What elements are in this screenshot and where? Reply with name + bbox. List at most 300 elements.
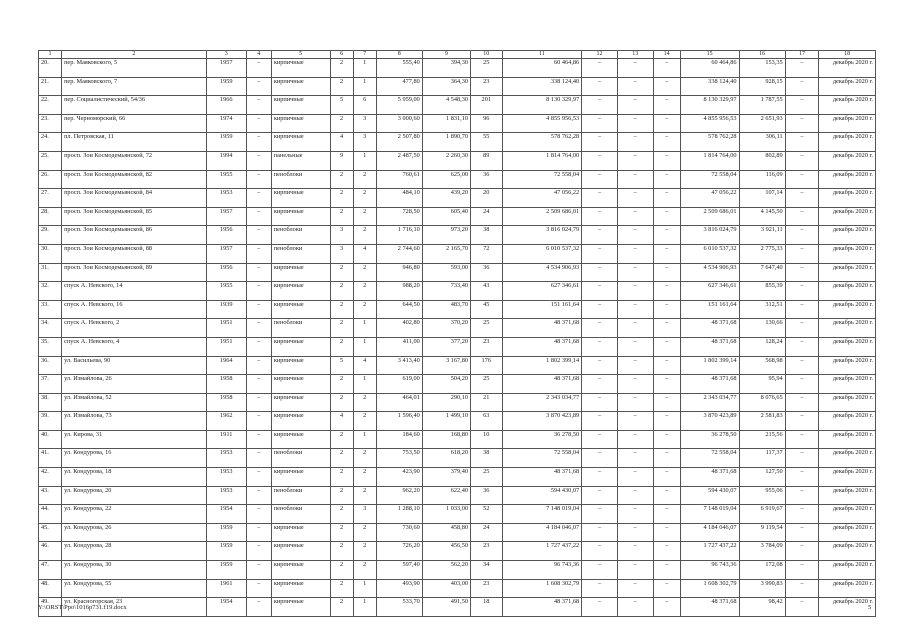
register-table-body xyxy=(39,51,876,617)
col7-cell: 1 xyxy=(353,375,376,394)
col17-cell: – xyxy=(785,133,819,152)
col13-cell: – xyxy=(617,523,653,542)
col6-cell: 2 xyxy=(330,375,353,394)
col15-cell: 72 558,04 xyxy=(680,170,739,189)
col17-cell: – xyxy=(785,523,819,542)
material-cell: кирпичные xyxy=(271,393,330,412)
date-cell: декабрь 2020 г. xyxy=(819,96,876,115)
col10-cell: 89 xyxy=(471,151,502,170)
date-cell: декабрь 2020 г. xyxy=(819,579,876,598)
col15-cell: 96 743,36 xyxy=(680,561,739,580)
col6-cell: 3 xyxy=(330,244,353,263)
date-cell: декабрь 2020 г. xyxy=(819,393,876,412)
col12-cell: – xyxy=(582,151,618,170)
col17-cell: – xyxy=(785,598,819,617)
table-row xyxy=(39,226,876,245)
col4-cell: – xyxy=(246,579,271,598)
col9-cell: 2 165,70 xyxy=(422,244,470,263)
col13-cell: – xyxy=(617,226,653,245)
address-cell: просп. Зои Космодемьянской, 86 xyxy=(62,226,207,245)
row-number-cell: 27. xyxy=(39,189,62,208)
col7-cell: 2 xyxy=(353,189,376,208)
col11-cell: 96 743,36 xyxy=(502,561,582,580)
col9-cell: 1 033,00 xyxy=(422,505,470,524)
col12-cell: – xyxy=(582,319,618,338)
col9-cell: 394,30 xyxy=(422,59,470,78)
col16-cell: 117,37 xyxy=(739,449,785,468)
col16-cell: 2 775,33 xyxy=(739,244,785,263)
col7-cell: 2 xyxy=(353,523,376,542)
material-cell: кирпичные xyxy=(271,523,330,542)
col11-cell: 627 346,61 xyxy=(502,282,582,301)
col6-cell: 2 xyxy=(330,579,353,598)
col10-cell: 43 xyxy=(471,282,502,301)
table-row xyxy=(39,337,876,356)
date-cell: декабрь 2020 г. xyxy=(819,151,876,170)
col4-cell: – xyxy=(246,244,271,263)
row-number-cell: 40. xyxy=(39,430,62,449)
col9-cell: 456,50 xyxy=(422,542,470,561)
col14-cell: – xyxy=(653,561,680,580)
table-row xyxy=(39,561,876,580)
col13-cell: – xyxy=(617,375,653,394)
col8-cell: 533,70 xyxy=(376,598,422,617)
col6-cell: 2 xyxy=(330,505,353,524)
material-cell: кирпичные xyxy=(271,412,330,431)
col14-cell: – xyxy=(653,170,680,189)
col4-cell: – xyxy=(246,189,271,208)
col8-cell: 962,20 xyxy=(376,486,422,505)
date-cell: декабрь 2020 г. xyxy=(819,282,876,301)
col16-cell: 928,15 xyxy=(739,77,785,96)
col12-cell: – xyxy=(582,393,618,412)
col16-cell: 3 784,09 xyxy=(739,542,785,561)
col14-cell: – xyxy=(653,114,680,133)
column-number-cell: 7 xyxy=(353,51,376,59)
col15-cell: 1 802 399,14 xyxy=(680,356,739,375)
table-row xyxy=(39,319,876,338)
date-cell: декабрь 2020 г. xyxy=(819,449,876,468)
col14-cell: – xyxy=(653,337,680,356)
col10-cell: 34 xyxy=(471,561,502,580)
col4-cell: – xyxy=(246,282,271,301)
address-cell: пер. Черноморский, 66 xyxy=(62,114,207,133)
col11-cell: 7 148 019,04 xyxy=(502,505,582,524)
col14-cell: – xyxy=(653,468,680,487)
col7-cell: 2 xyxy=(353,412,376,431)
col14-cell: – xyxy=(653,226,680,245)
year-cell: 1956 xyxy=(206,226,246,245)
date-cell: декабрь 2020 г. xyxy=(819,523,876,542)
col6-cell: 5 xyxy=(330,96,353,115)
col11-cell: 4 184 046,07 xyxy=(502,523,582,542)
col11-cell: 2 343 034,77 xyxy=(502,393,582,412)
col15-cell: 3 870 423,89 xyxy=(680,412,739,431)
col6-cell: 2 xyxy=(330,598,353,617)
col9-cell: 622,40 xyxy=(422,486,470,505)
col17-cell: – xyxy=(785,170,819,189)
table-row xyxy=(39,77,876,96)
col9-cell: 403,00 xyxy=(422,579,470,598)
col7-cell: 2 xyxy=(353,449,376,468)
year-cell: 1957 xyxy=(206,207,246,226)
col15-cell: 6 010 537,32 xyxy=(680,244,739,263)
col7-cell: 2 xyxy=(353,486,376,505)
col10-cell: 38 xyxy=(471,226,502,245)
col7-cell: 6 xyxy=(353,96,376,115)
col10-cell: 36 xyxy=(471,170,502,189)
col9-cell: 504,20 xyxy=(422,375,470,394)
year-cell: 1964 xyxy=(206,356,246,375)
col12-cell: – xyxy=(582,468,618,487)
col11-cell: 151 161,64 xyxy=(502,300,582,319)
col11-cell: 1 802 399,14 xyxy=(502,356,582,375)
col6-cell: 2 xyxy=(330,263,353,282)
col14-cell: – xyxy=(653,189,680,208)
year-cell: 1959 xyxy=(206,77,246,96)
col10-cell: 21 xyxy=(471,393,502,412)
year-cell: 1974 xyxy=(206,114,246,133)
address-cell: ул. Кондурова, 30 xyxy=(62,561,207,580)
col8-cell: 2 507,80 xyxy=(376,133,422,152)
col12-cell: – xyxy=(582,244,618,263)
col8-cell: 1 716,10 xyxy=(376,226,422,245)
col9-cell: 4 548,30 xyxy=(422,96,470,115)
col6-cell: 5 xyxy=(330,356,353,375)
table-row xyxy=(39,244,876,263)
col12-cell: – xyxy=(582,486,618,505)
col8-cell: 946,80 xyxy=(376,263,422,282)
date-cell: декабрь 2020 г. xyxy=(819,542,876,561)
col15-cell: 3 816 024,79 xyxy=(680,226,739,245)
col10-cell: 23 xyxy=(471,77,502,96)
date-cell: декабрь 2020 г. xyxy=(819,430,876,449)
col9-cell: 439,20 xyxy=(422,189,470,208)
row-number-cell: 20. xyxy=(39,59,62,78)
col17-cell: – xyxy=(785,319,819,338)
col7-cell: 4 xyxy=(353,244,376,263)
address-cell: ул. Кондурова, 18 xyxy=(62,468,207,487)
col11-cell: 48 371,68 xyxy=(502,375,582,394)
col4-cell: – xyxy=(246,300,271,319)
col16-cell: 107,14 xyxy=(739,189,785,208)
col8-cell: 5 959,00 xyxy=(376,96,422,115)
year-cell: 1955 xyxy=(206,170,246,189)
address-cell: пер. Социалистический, 54/36 xyxy=(62,96,207,115)
col8-cell: 493,90 xyxy=(376,579,422,598)
col8-cell: 726,20 xyxy=(376,542,422,561)
col16-cell: 116,09 xyxy=(739,170,785,189)
row-number-cell: 30. xyxy=(39,244,62,263)
col7-cell: 1 xyxy=(353,77,376,96)
col12-cell: – xyxy=(582,59,618,78)
column-number-cell: 4 xyxy=(246,51,271,59)
col10-cell: 25 xyxy=(471,319,502,338)
year-cell: 1959 xyxy=(206,542,246,561)
row-number-cell: 23. xyxy=(39,114,62,133)
col17-cell: – xyxy=(785,226,819,245)
col16-cell: 95,94 xyxy=(739,375,785,394)
col14-cell: – xyxy=(653,393,680,412)
col6-cell: 2 xyxy=(330,561,353,580)
col14-cell: – xyxy=(653,263,680,282)
address-cell: спуск А. Невского, 16 xyxy=(62,300,207,319)
material-cell: панельные xyxy=(271,151,330,170)
col7-cell: 1 xyxy=(353,579,376,598)
row-number-cell: 44. xyxy=(39,505,62,524)
col14-cell: – xyxy=(653,542,680,561)
col9-cell: 379,40 xyxy=(422,468,470,487)
col9-cell: 491,50 xyxy=(422,598,470,617)
col7-cell: 1 xyxy=(353,430,376,449)
col15-cell: 151 161,64 xyxy=(680,300,739,319)
col17-cell: – xyxy=(785,486,819,505)
row-number-cell: 28. xyxy=(39,207,62,226)
col16-cell: 1 787,55 xyxy=(739,96,785,115)
table-row xyxy=(39,356,876,375)
address-cell: спуск А. Невского, 14 xyxy=(62,282,207,301)
col8-cell: 423,90 xyxy=(376,468,422,487)
column-number-cell: 15 xyxy=(680,51,739,59)
col6-cell: 2 xyxy=(330,430,353,449)
year-cell: 1953 xyxy=(206,449,246,468)
column-number-cell: 18 xyxy=(819,51,876,59)
material-cell: кирпичные xyxy=(271,561,330,580)
table-row xyxy=(39,114,876,133)
col11-cell: 1 727 437,22 xyxy=(502,542,582,561)
col17-cell: – xyxy=(785,579,819,598)
col16-cell: 215,56 xyxy=(739,430,785,449)
col8-cell: 988,20 xyxy=(376,282,422,301)
col12-cell: – xyxy=(582,207,618,226)
material-cell: пеноблоки xyxy=(271,244,330,263)
date-cell: декабрь 2020 г. xyxy=(819,561,876,580)
col4-cell: – xyxy=(246,226,271,245)
date-cell: декабрь 2020 г. xyxy=(819,468,876,487)
col17-cell: – xyxy=(785,542,819,561)
date-cell: декабрь 2020 г. xyxy=(819,337,876,356)
material-cell: пеноблоки xyxy=(271,505,330,524)
table-row xyxy=(39,151,876,170)
table-row xyxy=(39,468,876,487)
table-row xyxy=(39,375,876,394)
table-row xyxy=(39,59,876,78)
col9-cell: 618,20 xyxy=(422,449,470,468)
col4-cell: – xyxy=(246,598,271,617)
col8-cell: 597,40 xyxy=(376,561,422,580)
col12-cell: – xyxy=(582,375,618,394)
column-number-row xyxy=(39,51,876,59)
col13-cell: – xyxy=(617,263,653,282)
col9-cell: 973,20 xyxy=(422,226,470,245)
col17-cell: – xyxy=(785,300,819,319)
col17-cell: – xyxy=(785,244,819,263)
col9-cell: 1 890,70 xyxy=(422,133,470,152)
col16-cell: 3 921,11 xyxy=(739,226,785,245)
column-number-cell: 10 xyxy=(471,51,502,59)
col12-cell: – xyxy=(582,449,618,468)
col17-cell: – xyxy=(785,207,819,226)
col15-cell: 2 509 686,01 xyxy=(680,207,739,226)
col17-cell: – xyxy=(785,189,819,208)
col6-cell: 2 xyxy=(330,59,353,78)
material-cell: пеноблоки xyxy=(271,319,330,338)
col11-cell: 338 124,40 xyxy=(502,77,582,96)
col11-cell: 3 870 423,89 xyxy=(502,412,582,431)
col10-cell: 36 xyxy=(471,263,502,282)
address-cell: ул. Кондурова, 20 xyxy=(62,486,207,505)
col10-cell: 25 xyxy=(471,59,502,78)
col15-cell: 2 343 034,77 xyxy=(680,393,739,412)
table-row xyxy=(39,523,876,542)
material-cell: кирпичные xyxy=(271,337,330,356)
col9-cell: 733,40 xyxy=(422,282,470,301)
address-cell: просп. Зои Космодемьянской, 72 xyxy=(62,151,207,170)
address-cell: спуск А. Невского, 4 xyxy=(62,337,207,356)
col12-cell: – xyxy=(582,430,618,449)
col15-cell: 72 558,04 xyxy=(680,449,739,468)
material-cell: пеноблоки xyxy=(271,486,330,505)
col10-cell: 10 xyxy=(471,430,502,449)
material-cell: кирпичные xyxy=(271,300,330,319)
col4-cell: – xyxy=(246,468,271,487)
address-cell: пер. Маяковского, 5 xyxy=(62,59,207,78)
col12-cell: – xyxy=(582,226,618,245)
table-row xyxy=(39,133,876,152)
row-number-cell: 22. xyxy=(39,96,62,115)
col8-cell: 1 288,10 xyxy=(376,505,422,524)
col16-cell: 127,50 xyxy=(739,468,785,487)
row-number-cell: 26. xyxy=(39,170,62,189)
col9-cell: 1 499,10 xyxy=(422,412,470,431)
col12-cell: – xyxy=(582,356,618,375)
col9-cell: 605,40 xyxy=(422,207,470,226)
col6-cell: 2 xyxy=(330,77,353,96)
material-cell: кирпичные xyxy=(271,598,330,617)
col13-cell: – xyxy=(617,356,653,375)
col14-cell: – xyxy=(653,151,680,170)
col16-cell: 130,66 xyxy=(739,319,785,338)
col4-cell: – xyxy=(246,486,271,505)
date-cell: декабрь 2020 г. xyxy=(819,300,876,319)
col12-cell: – xyxy=(582,337,618,356)
col12-cell: – xyxy=(582,189,618,208)
col11-cell: 1 608 302,79 xyxy=(502,579,582,598)
col16-cell: 802,89 xyxy=(739,151,785,170)
col14-cell: – xyxy=(653,282,680,301)
col4-cell: – xyxy=(246,96,271,115)
col9-cell: 625,00 xyxy=(422,170,470,189)
col12-cell: – xyxy=(582,561,618,580)
col13-cell: – xyxy=(617,430,653,449)
col11-cell: 578 762,28 xyxy=(502,133,582,152)
col11-cell: 48 371,68 xyxy=(502,598,582,617)
column-number-cell: 2 xyxy=(62,51,207,59)
col12-cell: – xyxy=(582,96,618,115)
address-cell: просп. Зои Космодемьянской, 84 xyxy=(62,189,207,208)
col12-cell: – xyxy=(582,282,618,301)
col12-cell: – xyxy=(582,170,618,189)
col12-cell: – xyxy=(582,412,618,431)
col13-cell: – xyxy=(617,207,653,226)
col16-cell: 9 119,54 xyxy=(739,523,785,542)
col10-cell: 23 xyxy=(471,579,502,598)
address-cell: ул. Кондурова, 28 xyxy=(62,542,207,561)
col17-cell: – xyxy=(785,263,819,282)
col11-cell: 48 371,68 xyxy=(502,468,582,487)
year-cell: 1959 xyxy=(206,523,246,542)
row-number-cell: 49. xyxy=(39,598,62,617)
col8-cell: 464,01 xyxy=(376,393,422,412)
col9-cell: 562,20 xyxy=(422,561,470,580)
col6-cell: 4 xyxy=(330,412,353,431)
col12-cell: – xyxy=(582,505,618,524)
col10-cell: 45 xyxy=(471,300,502,319)
table-row xyxy=(39,189,876,208)
col11-cell: 47 056,22 xyxy=(502,189,582,208)
col14-cell: – xyxy=(653,96,680,115)
col11-cell: 4 534 906,93 xyxy=(502,263,582,282)
row-number-cell: 45. xyxy=(39,523,62,542)
row-number-cell: 37. xyxy=(39,375,62,394)
column-number-cell: 5 xyxy=(271,51,330,59)
table-row xyxy=(39,412,876,431)
col4-cell: – xyxy=(246,356,271,375)
col7-cell: 2 xyxy=(353,226,376,245)
col16-cell: 172,08 xyxy=(739,561,785,580)
col4-cell: – xyxy=(246,170,271,189)
col7-cell: 4 xyxy=(353,356,376,375)
col13-cell: – xyxy=(617,412,653,431)
col10-cell: 23 xyxy=(471,337,502,356)
material-cell: кирпичные xyxy=(271,114,330,133)
year-cell: 1953 xyxy=(206,486,246,505)
col7-cell: 2 xyxy=(353,263,376,282)
col15-cell: 60 464,86 xyxy=(680,59,739,78)
col13-cell: – xyxy=(617,598,653,617)
col17-cell: – xyxy=(785,561,819,580)
row-number-cell: 32. xyxy=(39,282,62,301)
material-cell: кирпичные xyxy=(271,189,330,208)
year-cell: 1959 xyxy=(206,561,246,580)
col4-cell: – xyxy=(246,263,271,282)
col13-cell: – xyxy=(617,579,653,598)
col7-cell: 3 xyxy=(353,133,376,152)
col13-cell: – xyxy=(617,542,653,561)
address-cell: ул. Кондурова, 16 xyxy=(62,449,207,468)
address-cell: ул. Кондурова, 26 xyxy=(62,523,207,542)
address-cell: спуск А. Невского, 2 xyxy=(62,319,207,338)
col11-cell: 4 855 956,53 xyxy=(502,114,582,133)
col9-cell: 458,80 xyxy=(422,523,470,542)
col13-cell: – xyxy=(617,151,653,170)
col13-cell: – xyxy=(617,189,653,208)
col7-cell: 1 xyxy=(353,337,376,356)
year-cell: 1939 xyxy=(206,300,246,319)
col13-cell: – xyxy=(617,505,653,524)
col15-cell: 7 148 019,04 xyxy=(680,505,739,524)
date-cell: декабрь 2020 г. xyxy=(819,133,876,152)
col11-cell: 36 278,50 xyxy=(502,430,582,449)
date-cell: декабрь 2020 г. xyxy=(819,226,876,245)
col10-cell: 25 xyxy=(471,375,502,394)
year-cell: 1957 xyxy=(206,244,246,263)
year-cell: 1953 xyxy=(206,189,246,208)
col11-cell: 3 816 024,79 xyxy=(502,226,582,245)
date-cell: декабрь 2020 г. xyxy=(819,375,876,394)
date-cell: декабрь 2020 г. xyxy=(819,189,876,208)
date-cell: декабрь 2020 г. xyxy=(819,505,876,524)
